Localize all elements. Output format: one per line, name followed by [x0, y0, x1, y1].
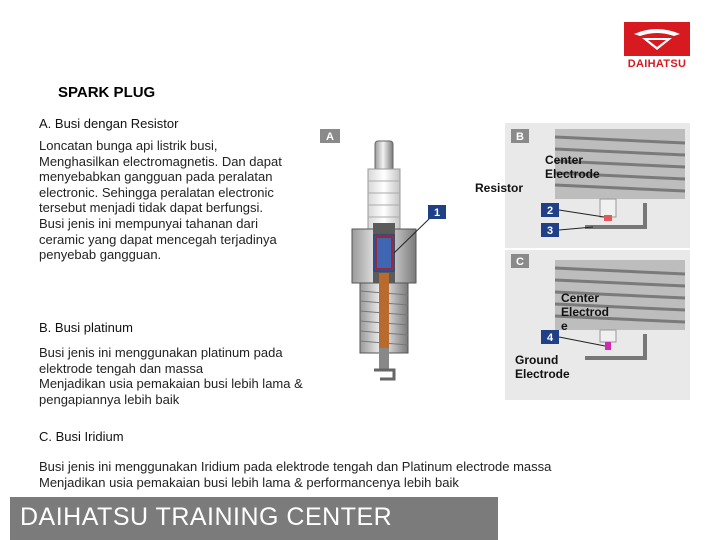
section-c-text	[39, 459, 551, 490]
ground-electrode-label	[515, 353, 585, 381]
badge-4-label: 4	[546, 332, 554, 344]
section-c-line: Busi jenis ini menggunakan Iridium pada elektrode tengah dan Platinum electrode massa	[39, 459, 552, 474]
section-c-line: Menjadikan usia pemakaian busi lebih lama & performancenya lebih baik	[39, 474, 459, 490]
section-a-line: Menghasilkan electromagnetis. Dan dapat	[39, 153, 282, 169]
section-b-text	[39, 345, 303, 407]
badge-b-label: B	[516, 131, 524, 143]
center-electrode-label-c	[561, 291, 619, 333]
badge-3-label: 3	[546, 225, 554, 237]
section-a-line: ceramic yang dapat mencegah terjadinya	[39, 231, 277, 247]
daihatsu-logo	[624, 22, 690, 72]
section-a-line: Busi jenis ini mempunyai tahanan dari	[39, 215, 258, 231]
badge-1-label: 1	[433, 207, 441, 219]
section-b-line: Busi jenis ini menggunakan platinum pada	[39, 345, 283, 360]
section-a-title: A. Busi dengan Resistor	[39, 116, 179, 131]
spark-plug-platinum-tip-image	[505, 123, 690, 248]
section-a-line: tersebut menjadi tidak dapat berfungsi.	[39, 200, 264, 216]
label-line: Electrode	[515, 367, 570, 381]
page-title: SPARK PLUG	[58, 84, 156, 101]
label-line: Center	[561, 291, 600, 305]
section-b-line: elektrode tengah dan massa	[39, 360, 204, 376]
daihatsu-logo-mark	[624, 22, 690, 56]
section-b-line: pengapiannya lebih baik	[39, 391, 180, 407]
resistor-label: Resistor	[475, 181, 524, 195]
section-b-line: Menjadikan usia pemakaian busi lebih lama &	[39, 376, 303, 392]
footer-banner	[10, 497, 498, 540]
badge-a-label: A	[326, 131, 334, 143]
section-a-line: penyebab gangguan.	[39, 247, 162, 263]
badge-2-label: 2	[546, 205, 554, 217]
center-electrode-label-b	[545, 153, 615, 181]
badge-c-label: C	[516, 256, 524, 268]
label-line: Electrode	[545, 167, 600, 181]
section-a-text	[39, 138, 282, 263]
section-a-line: electronic. Sehingga peralatan electronic	[39, 184, 274, 200]
spark-plug-resistor-image	[280, 123, 490, 413]
footer-title: DAIHATSU TRAINING CENTER	[20, 503, 393, 531]
section-b-title: B. Busi platinum	[39, 320, 133, 335]
section-a-line: Loncatan bunga api listrik busi,	[39, 138, 218, 153]
logo-wordmark: DAIHATSU	[627, 58, 687, 70]
section-c-title: C. Busi Iridium	[39, 429, 124, 444]
section-a-line: menyebabkan gangguan pada peralatan	[39, 169, 273, 185]
label-line: Ground	[515, 353, 559, 367]
label-line: Center	[545, 153, 584, 167]
label-line: e	[561, 319, 568, 333]
label-line: Electrod	[561, 305, 610, 319]
